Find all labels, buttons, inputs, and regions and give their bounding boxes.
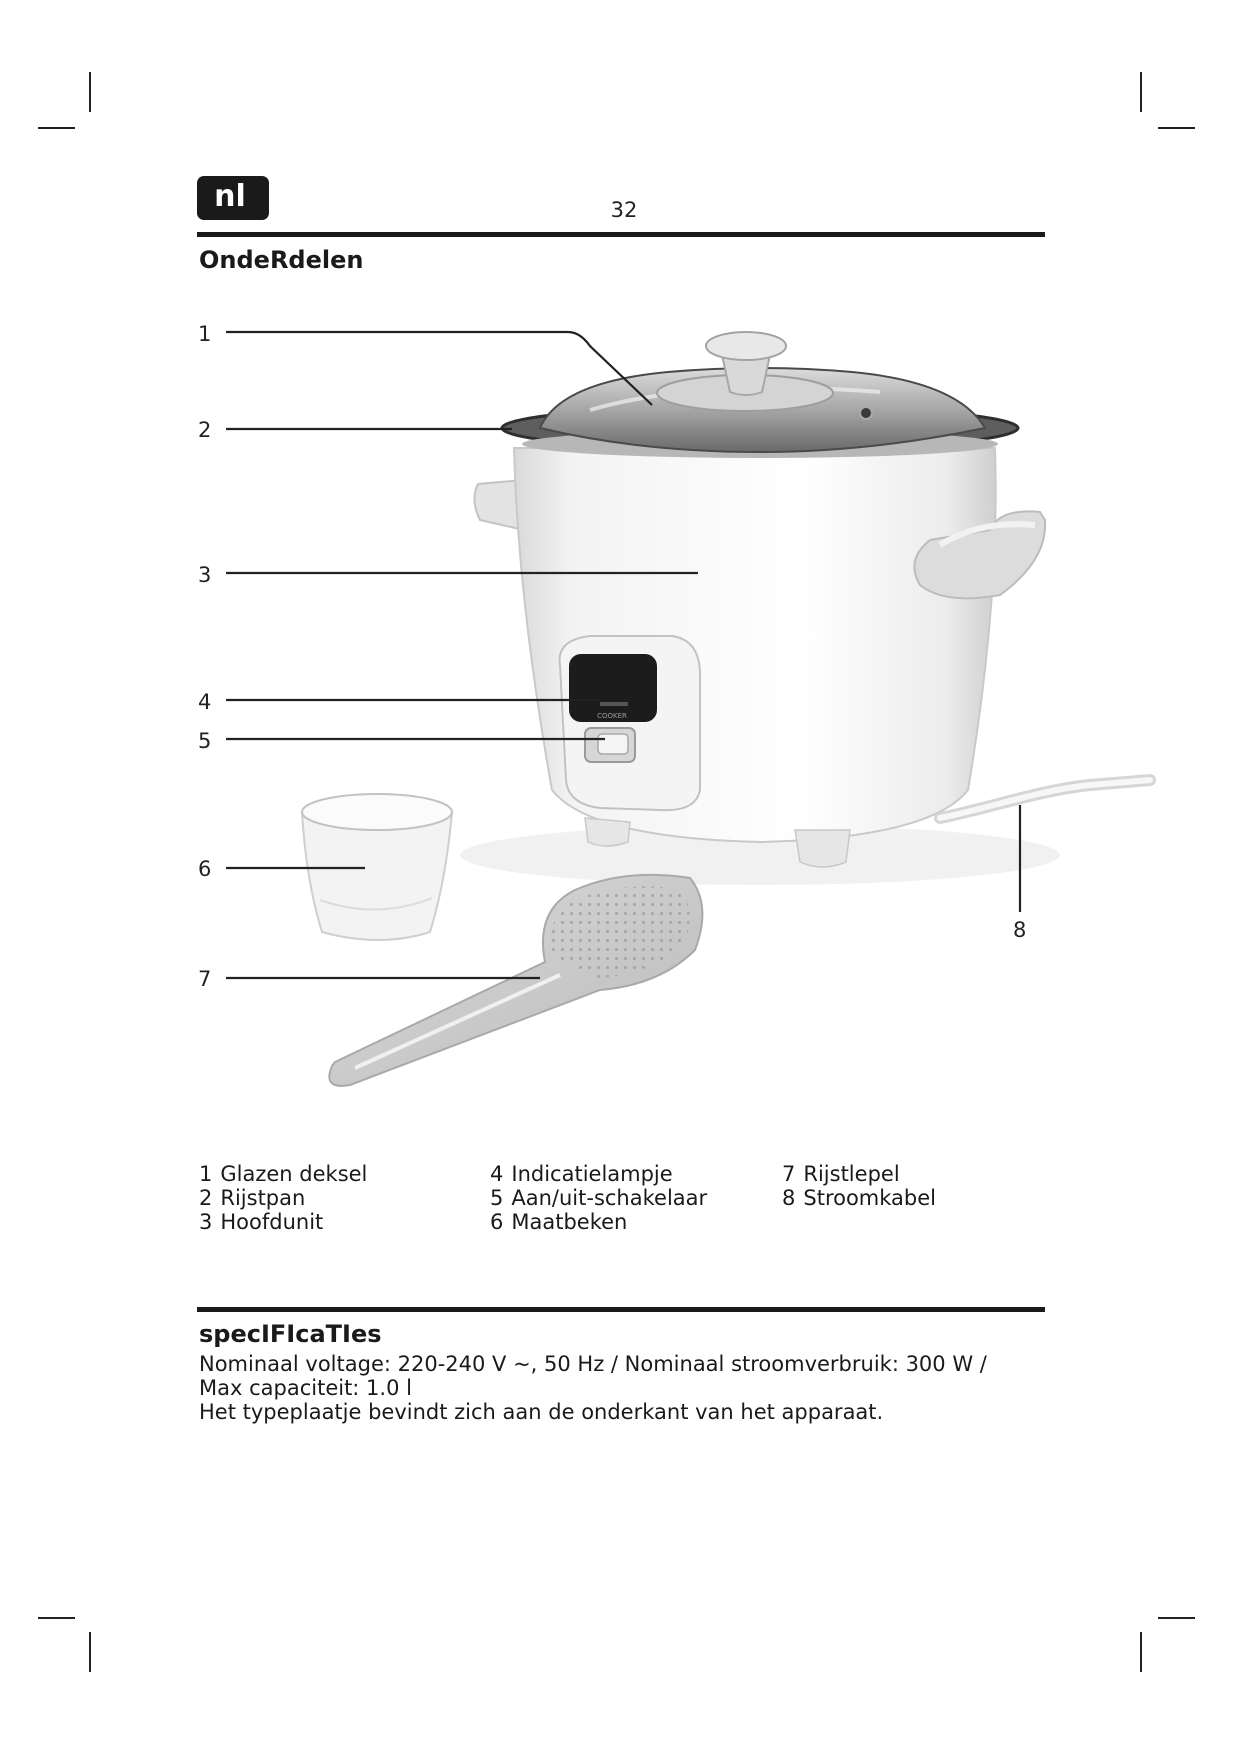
callout-number: 3 [198,563,212,587]
specifications-title: specIFIcaTIes [199,1320,382,1348]
legend-item [490,1186,707,1210]
parts-section-title: OndeRdelen [199,246,364,274]
legend-item-number: 4 [490,1162,504,1186]
spec-line: Nominaal voltage: 220-240 V ~, 50 Hz / Nominaal stroomverbruik: 300 W / [199,1352,987,1376]
callout-number: 5 [198,729,212,753]
steam-vent [860,407,872,419]
specifications-rule [197,1307,1045,1312]
legend-item-label: Stroomkabel [803,1186,937,1210]
legend-item-number: 5 [490,1186,504,1210]
specifications-text [199,1352,1049,1424]
legend-item [199,1162,367,1186]
legend-item-label: Aan/uit-schakelaar [511,1186,708,1210]
legend-item-number: 7 [782,1162,796,1186]
legend-item [782,1162,936,1186]
legend-item-label: Rijstlepel [803,1162,900,1186]
crop-mark-bottom-left-horizontal [38,1617,75,1619]
legend-item [199,1210,367,1234]
measuring-cup [302,812,452,940]
spec-line: Max capaciteit: 1.0 l [199,1376,412,1400]
parts-legend-column-3 [782,1162,936,1210]
callout-number: 4 [198,690,212,714]
legend-item-label: Maatbeken [511,1210,628,1234]
parts-legend-column-2 [490,1162,707,1234]
page-number: 32 [610,198,638,222]
callout-number: 1 [198,322,212,346]
display-label: COOKER [597,712,627,720]
legend-item [490,1210,707,1234]
crop-mark-bottom-right-vertical [1140,1632,1142,1672]
legend-item-label: Indicatielampje [511,1162,673,1186]
language-badge: nl [197,176,269,220]
callout-number: 7 [198,967,212,991]
foot-right [795,830,850,867]
legend-item-label: Glazen deksel [220,1162,368,1186]
foot-left [585,818,630,846]
callout-number: 8 [1013,918,1027,942]
legend-item-label: Hoofdunit [220,1210,324,1234]
legend-item [199,1186,367,1210]
crop-mark-bottom-left-vertical [89,1632,91,1672]
legend-item-number: 3 [199,1210,213,1234]
legend-item-number: 1 [199,1162,213,1186]
crop-mark-bottom-right-horizontal [1158,1617,1195,1619]
callout-number: 2 [198,418,212,442]
legend-item [490,1162,707,1186]
callout-number: 6 [198,857,212,881]
legend-item-number: 8 [782,1186,796,1210]
spec-line: Het typeplaatje bevindt zich aan de onderkant van het apparaat. [199,1400,884,1424]
legend-item-number: 6 [490,1210,504,1234]
legend-item-number: 2 [199,1186,213,1210]
legend-item-label: Rijstpan [220,1186,306,1210]
legend-item [782,1186,936,1210]
parts-legend-column-1 [199,1162,367,1234]
